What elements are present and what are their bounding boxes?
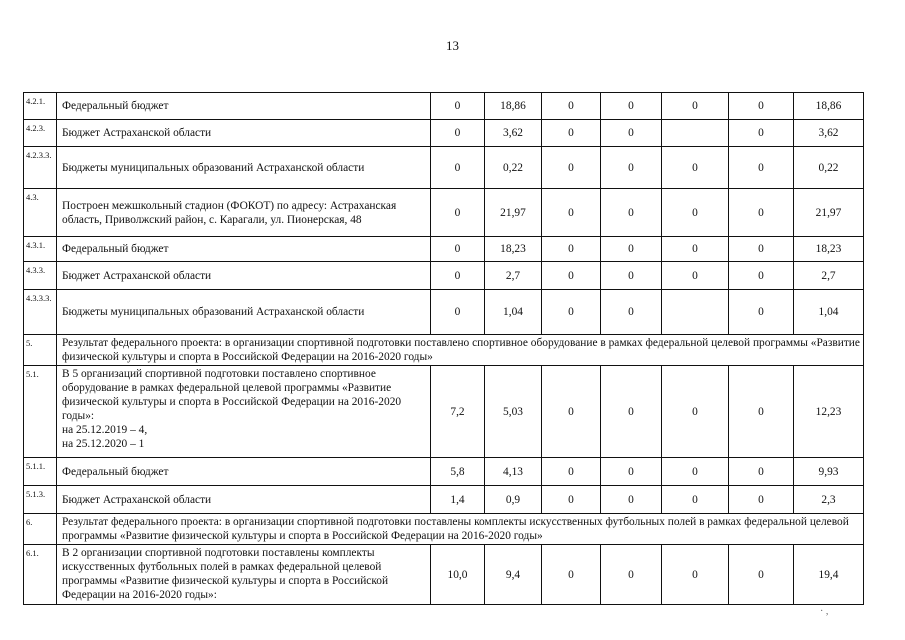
value-cell: 1,04 xyxy=(485,290,542,335)
value-cell: 0 xyxy=(542,486,601,514)
value-cell: 0 xyxy=(601,262,662,290)
row-description: Бюджеты муниципальных образований Астраханской области xyxy=(57,147,431,189)
table-row xyxy=(24,262,864,290)
result-description: Результат федерального проекта: в организации спортивной подготовки поставлено спортивное оборудование в рамках федеральной целевой программы «Развитие физической культуры и спорта в Российской Федерации на 2016-2020 годы» xyxy=(57,335,864,366)
value-cell: 5,03 xyxy=(485,366,542,458)
row-number: 4.2.3.3. xyxy=(24,147,57,189)
total-cell: 2,3 xyxy=(794,486,864,514)
row-description: Бюджет Астраханской области xyxy=(57,262,431,290)
value-cell: 0 xyxy=(431,147,485,189)
row-description xyxy=(57,366,431,458)
value-cell: 0 xyxy=(601,237,662,262)
value-cell: 0 xyxy=(662,458,729,486)
value-cell: 0 xyxy=(729,545,794,605)
value-cell: 0 xyxy=(662,237,729,262)
table-row xyxy=(24,290,864,335)
total-cell: 18,86 xyxy=(794,93,864,120)
row-number: 4.3.3.3. xyxy=(24,290,57,335)
row-description-line: на 25.12.2020 – 1 xyxy=(62,438,145,450)
value-cell: 0 xyxy=(601,147,662,189)
row-number: 4.3.1. xyxy=(24,237,57,262)
total-cell: 9,93 xyxy=(794,458,864,486)
value-cell: 0 xyxy=(729,366,794,458)
value-cell: 0,22 xyxy=(485,147,542,189)
budget-table xyxy=(23,92,864,605)
value-cell: 21,97 xyxy=(485,189,542,237)
value-cell: 0 xyxy=(729,147,794,189)
table-row xyxy=(24,147,864,189)
row-number: 5. xyxy=(24,335,57,366)
value-cell: 0 xyxy=(601,93,662,120)
value-cell: 0 xyxy=(431,120,485,147)
result-description: Результат федерального проекта: в организации спортивной подготовки поставлены комплекты искусственных футбольных полей в рамках федеральной целевой программы «Развитие физической культуры и спорта в Российской Федерации на 2016-2020 годы» xyxy=(57,514,864,545)
value-cell: 4,13 xyxy=(485,458,542,486)
row-description: Федеральный бюджет xyxy=(57,458,431,486)
value-cell: 0 xyxy=(431,237,485,262)
value-cell: 0 xyxy=(542,366,601,458)
value-cell: 0 xyxy=(662,189,729,237)
row-description: Бюджет Астраханской области xyxy=(57,120,431,147)
row-description-line: на 25.12.2019 – 4, xyxy=(62,424,148,436)
table-row xyxy=(24,237,864,262)
row-description: Федеральный бюджет xyxy=(57,93,431,120)
value-cell: 0 xyxy=(729,93,794,120)
value-cell: 0 xyxy=(542,120,601,147)
row-number: 4.3. xyxy=(24,189,57,237)
value-cell: 0 xyxy=(542,545,601,605)
value-cell: 0 xyxy=(542,290,601,335)
value-cell: 0 xyxy=(542,458,601,486)
value-cell: 0 xyxy=(662,486,729,514)
table-row xyxy=(24,458,864,486)
value-cell: 0 xyxy=(542,93,601,120)
table-row xyxy=(24,545,864,605)
value-cell: 0 xyxy=(729,290,794,335)
value-cell: 0 xyxy=(431,189,485,237)
table-row xyxy=(24,93,864,120)
row-description: Бюджет Астраханской области xyxy=(57,486,431,514)
row-number: 4.3.3. xyxy=(24,262,57,290)
value-cell: 0 xyxy=(729,237,794,262)
value-cell: 9,4 xyxy=(485,545,542,605)
value-cell: 0 xyxy=(542,262,601,290)
value-cell: 3,62 xyxy=(485,120,542,147)
row-number: 6. xyxy=(24,514,57,545)
row-description: Построен межшкольный стадион (ФОКОТ) по адресу: Астраханская область, Приволжский район, с. Карагали, ул. Пионерская, 48 xyxy=(57,189,431,237)
value-cell: 0 xyxy=(542,237,601,262)
value-cell: 10,0 xyxy=(431,545,485,605)
value-cell: 0 xyxy=(662,366,729,458)
total-cell: 12,23 xyxy=(794,366,864,458)
row-description: Федеральный бюджет xyxy=(57,237,431,262)
value-cell: 0 xyxy=(601,366,662,458)
table-row xyxy=(24,366,864,458)
total-cell: 1,04 xyxy=(794,290,864,335)
row-number: 4.2.1. xyxy=(24,93,57,120)
table-row xyxy=(24,335,864,366)
value-cell: 1,4 xyxy=(431,486,485,514)
value-cell: 0 xyxy=(431,93,485,120)
value-cell xyxy=(662,120,729,147)
value-cell: 0 xyxy=(601,486,662,514)
value-cell: 7,2 xyxy=(431,366,485,458)
value-cell: 0 xyxy=(729,458,794,486)
row-number: 5.1. xyxy=(24,366,57,458)
value-cell: 0 xyxy=(662,262,729,290)
value-cell: 0 xyxy=(601,120,662,147)
total-cell: 21,97 xyxy=(794,189,864,237)
row-number: 6.1. xyxy=(24,545,57,605)
value-cell: 0 xyxy=(601,545,662,605)
row-description: Бюджеты муниципальных образований Астраханской области xyxy=(57,290,431,335)
total-cell: 3,62 xyxy=(794,120,864,147)
row-description: В 2 организации спортивной подготовки поставлены комплекты искусственных футбольных полей в рамках федеральной целевой программы «Развитие физической культуры и спорта в Российской Федерации на 2016-2020 годы»: xyxy=(57,545,431,605)
value-cell: 2,7 xyxy=(485,262,542,290)
table-row xyxy=(24,189,864,237)
value-cell: 0 xyxy=(542,189,601,237)
value-cell: 0 xyxy=(729,120,794,147)
value-cell: 5,8 xyxy=(431,458,485,486)
table-row xyxy=(24,120,864,147)
value-cell: 0 xyxy=(542,147,601,189)
value-cell: 0 xyxy=(662,545,729,605)
page-number: 13 xyxy=(446,38,459,53)
value-cell: 0 xyxy=(662,93,729,120)
total-cell: 19,4 xyxy=(794,545,864,605)
total-cell: 0,22 xyxy=(794,147,864,189)
value-cell: 18,86 xyxy=(485,93,542,120)
value-cell: 0 xyxy=(662,147,729,189)
value-cell: 0,9 xyxy=(485,486,542,514)
row-number: 5.1.1. xyxy=(24,458,57,486)
value-cell: 0 xyxy=(431,290,485,335)
value-cell xyxy=(662,290,729,335)
value-cell: 0 xyxy=(729,262,794,290)
table-row xyxy=(24,514,864,545)
scan-mark: · , xyxy=(820,606,829,617)
value-cell: 0 xyxy=(431,262,485,290)
row-number: 5.1.3. xyxy=(24,486,57,514)
total-cell: 2,7 xyxy=(794,262,864,290)
row-number: 4.2.3. xyxy=(24,120,57,147)
value-cell: 0 xyxy=(729,189,794,237)
value-cell: 0 xyxy=(729,486,794,514)
value-cell: 0 xyxy=(601,189,662,237)
value-cell: 18,23 xyxy=(485,237,542,262)
table-row xyxy=(24,486,864,514)
value-cell: 0 xyxy=(601,290,662,335)
row-description-text: В 5 организаций спортивной подготовки поставлено спортивное оборудование в рамках федеральной целевой программы «Развитие физической культуры и спорта в Российской Федерации на 2016-2020 годы»: xyxy=(62,368,402,422)
value-cell: 0 xyxy=(601,458,662,486)
total-cell: 18,23 xyxy=(794,237,864,262)
